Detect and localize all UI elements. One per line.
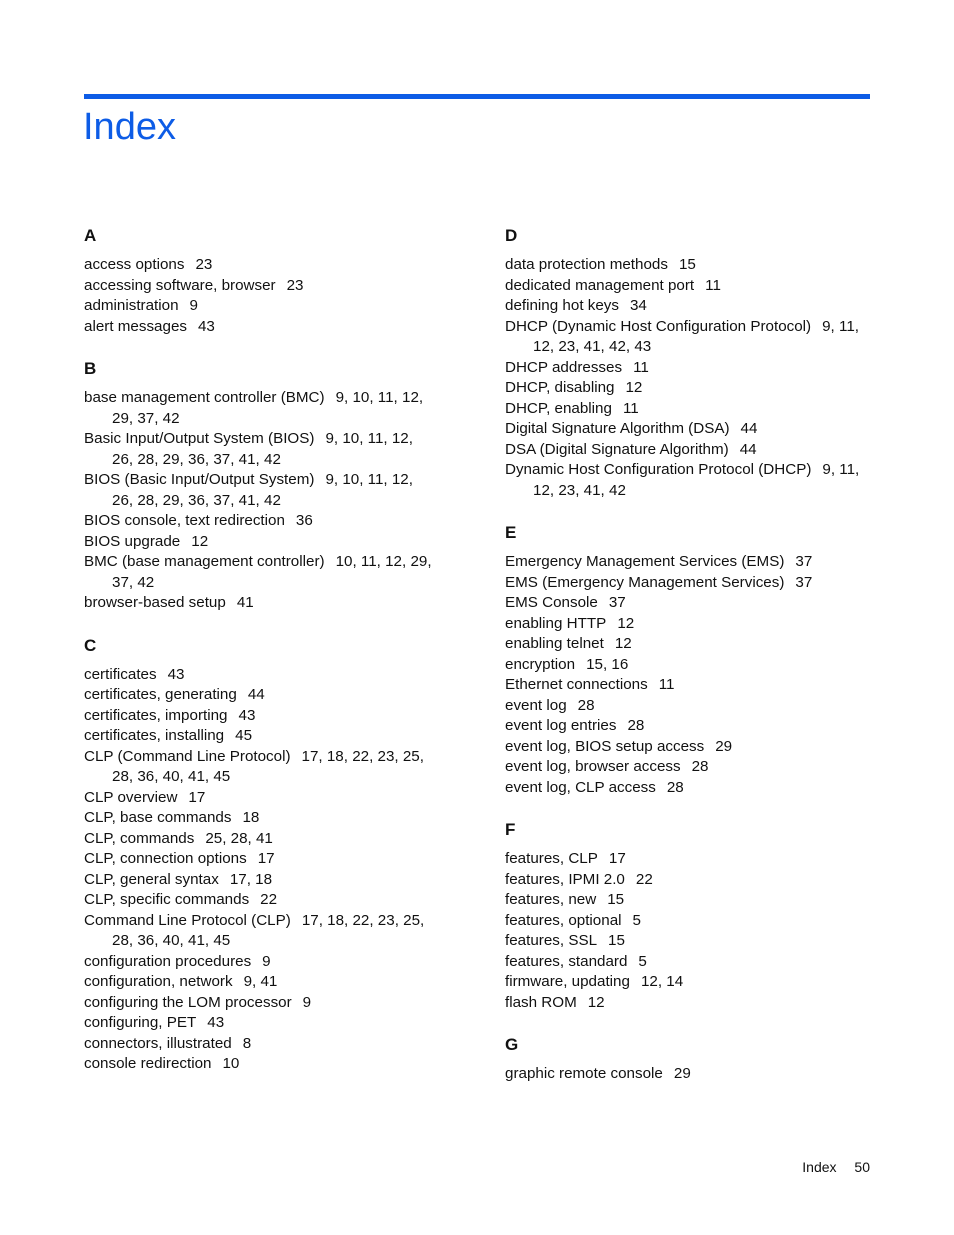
index-term: enabling HTTP (505, 614, 607, 632)
index-entry (505, 552, 885, 573)
index-entry (84, 665, 464, 686)
index-pages: 9 (189, 297, 198, 314)
index-pages: 9 (262, 952, 271, 970)
index-pages-continued: 28, 36, 40, 41, 45 (112, 768, 231, 785)
index-pages: 8 (242, 1034, 252, 1052)
index-pages: 15 (607, 891, 625, 908)
section-letter: B (84, 359, 97, 378)
index-pages: 9, 10, 11, 12, (325, 430, 413, 447)
index-pages: 28 (627, 717, 645, 734)
index-term: accessing software, browser (84, 276, 276, 294)
index-pages-continued: 12, 23, 41, 42, 43 (533, 338, 652, 355)
index-entry (505, 419, 885, 440)
index-entry (505, 460, 885, 501)
index-term: configuration procedures (84, 952, 252, 970)
index-entry (84, 1034, 464, 1055)
index-term: administration (84, 297, 179, 314)
index-entry (84, 993, 464, 1014)
index-entry (505, 675, 885, 696)
index-pages: 9, 11, (822, 461, 860, 478)
index-term: firmware, updating (505, 973, 630, 990)
index-entry (505, 716, 885, 737)
section-letter: A (84, 226, 97, 245)
index-pages: 18 (242, 809, 260, 826)
index-term: Digital Signature Algorithm (DSA) (505, 420, 730, 437)
index-section (505, 519, 885, 798)
index-pages: 41 (236, 594, 254, 611)
index-pages: 34 (629, 297, 647, 314)
index-pages: 44 (739, 440, 757, 458)
index-pages: 44 (740, 420, 758, 437)
index-pages: 37 (608, 594, 626, 611)
index-term: dedicated management port (505, 276, 695, 294)
index-pages: 17, 18 (229, 870, 273, 888)
index-term: data protection methods (505, 256, 668, 273)
index-entry (84, 747, 464, 788)
index-term: EMS (Emergency Management Services) (505, 573, 785, 591)
index-term: DSA (Digital Signature Algorithm) (505, 440, 729, 458)
index-entry (84, 593, 464, 614)
index-entry (505, 696, 885, 717)
index-term: Dynamic Host Configuration Protocol (DHCP) (505, 461, 812, 478)
index-pages: 29 (673, 1065, 691, 1082)
index-entry (505, 317, 885, 358)
index-term: event log entries (505, 717, 617, 734)
index-entry (505, 296, 885, 317)
index-term: flash ROM (505, 993, 577, 1011)
section-letter: F (505, 820, 516, 839)
footer-label: Index (802, 1159, 837, 1175)
index-pages: 28 (577, 696, 595, 714)
index-pages: 17 (188, 788, 206, 806)
index-term: graphic remote console (505, 1065, 663, 1082)
index-term: features, IPMI 2.0 (505, 870, 625, 888)
section-letter: G (505, 1035, 519, 1054)
index-entry (84, 788, 464, 809)
index-term: Ethernet connections (505, 676, 648, 693)
index-term: configuring the LOM processor (84, 993, 292, 1011)
index-entry (505, 952, 885, 973)
index-pages-continued: 26, 28, 29, 36, 37, 41, 42 (112, 491, 281, 509)
index-pages: 17 (257, 850, 275, 867)
index-entry (84, 429, 464, 470)
index-entry (505, 378, 885, 399)
index-entry (505, 358, 885, 379)
index-pages: 17, 18, 22, 23, 25, (301, 911, 425, 929)
index-term: features, standard (505, 952, 628, 970)
index-section (505, 816, 885, 1013)
index-entry (505, 737, 885, 758)
index-pages: 43 (207, 1014, 225, 1031)
index-entry (505, 849, 885, 870)
index-pages: 9, 10, 11, 12, (335, 389, 424, 406)
index-term: features, optional (505, 911, 622, 929)
index-entry (84, 296, 464, 317)
index-term: base management controller (BMC) (84, 389, 325, 406)
index-pages: 15 (608, 932, 625, 949)
index-entry (505, 1064, 885, 1085)
index-section (84, 355, 464, 614)
index-term: enabling telnet (505, 635, 604, 652)
index-term: DHCP (Dynamic Host Configuration Protocol) (505, 317, 812, 335)
index-term: CLP, connection options (84, 850, 247, 867)
index-entry (84, 849, 464, 870)
index-term: CLP, general syntax (84, 870, 219, 888)
index-term: CLP (Command Line Protocol) (84, 747, 291, 765)
index-pages-continued: 37, 42 (112, 573, 155, 591)
section-letter: C (84, 635, 97, 655)
index-entry (505, 655, 885, 676)
page-footer (802, 1157, 870, 1177)
index-entry (505, 993, 885, 1014)
index-term: Basic Input/Output System (BIOS) (84, 430, 315, 447)
index-pages: 36 (295, 512, 313, 529)
index-entry (84, 1054, 464, 1075)
index-term: BIOS (Basic Input/Output System) (84, 471, 315, 488)
index-pages: 23 (195, 256, 213, 273)
index-entry (84, 685, 464, 706)
index-term: BMC (base management controller) (84, 553, 325, 570)
index-pages: 37 (795, 573, 813, 591)
index-term: event log (505, 696, 567, 714)
index-column-right (505, 222, 885, 1085)
index-term: certificates, installing (84, 727, 225, 744)
index-pages: 10 (222, 1055, 240, 1072)
index-entry (505, 757, 885, 778)
index-term: Command Line Protocol (CLP) (84, 911, 291, 929)
index-term: event log, CLP access (505, 778, 656, 796)
index-pages: 12 (617, 614, 635, 632)
index-pages: 44 (247, 686, 265, 703)
index-entry (84, 890, 464, 911)
index-pages: 29 (715, 737, 733, 755)
index-entry (84, 829, 464, 850)
page-title: Index (83, 106, 176, 148)
index-term: browser-based setup (84, 594, 226, 611)
index-entry (505, 931, 885, 952)
index-pages: 11 (705, 276, 721, 294)
index-pages: 22 (260, 891, 278, 908)
index-entry (84, 470, 464, 511)
index-pages: 9, 11, (822, 317, 859, 335)
index-pages: 45 (235, 727, 253, 744)
index-pages: 12 (625, 379, 643, 396)
index-pages: 12 (614, 635, 632, 652)
index-term: certificates (84, 665, 157, 683)
index-pages: 5 (638, 952, 647, 970)
index-pages-continued: 26, 28, 29, 36, 37, 41, 42 (112, 450, 281, 468)
index-pages: 11 (633, 358, 649, 376)
index-term: BIOS console, text redirection (84, 512, 285, 529)
index-term: Emergency Management Services (EMS) (505, 553, 785, 570)
index-term: configuring, PET (84, 1014, 197, 1031)
index-entry (84, 726, 464, 747)
index-pages: 9, 41 (243, 973, 278, 990)
index-pages: 5 (632, 911, 641, 929)
index-pages: 17 (608, 850, 626, 867)
index-term: event log, browser access (505, 758, 681, 775)
index-term: connectors, illustrated (84, 1034, 232, 1052)
index-term: certificates, importing (84, 706, 228, 724)
index-term: certificates, generating (84, 686, 237, 703)
index-section (505, 1031, 885, 1085)
index-pages: 15 (678, 256, 696, 273)
index-pages-continued: 12, 23, 41, 42 (533, 481, 626, 499)
index-entry (84, 952, 464, 973)
index-pages: 10, 11, 12, 29, (335, 553, 432, 570)
index-entry (84, 1013, 464, 1034)
index-pages: 43 (197, 317, 215, 335)
index-term: console redirection (84, 1055, 212, 1072)
index-term: CLP overview (84, 788, 178, 806)
index-section (505, 222, 885, 501)
index-section (84, 222, 464, 337)
index-entry (505, 972, 885, 993)
index-term: event log, BIOS setup access (505, 737, 705, 755)
index-term: features, CLP (505, 850, 598, 867)
index-term: CLP, commands (84, 829, 195, 847)
index-entry (505, 634, 885, 655)
index-entry (84, 317, 464, 338)
index-pages: 37 (795, 553, 813, 570)
index-entry (505, 890, 885, 911)
index-entry (505, 399, 885, 420)
index-entry (505, 573, 885, 594)
index-entry (505, 911, 885, 932)
index-entry (84, 870, 464, 891)
index-term: alert messages (84, 317, 187, 335)
index-entry (84, 532, 464, 553)
index-entry (84, 276, 464, 297)
index-pages: 9, 10, 11, 12, (325, 471, 413, 488)
index-term: BIOS upgrade (84, 532, 181, 550)
index-pages: 17, 18, 22, 23, 25, (301, 747, 424, 765)
index-pages: 9 (302, 993, 312, 1011)
index-term: EMS Console (505, 594, 598, 611)
index-pages: 22 (635, 870, 653, 888)
index-entry (84, 911, 464, 952)
index-term: configuration, network (84, 973, 233, 990)
index-term: access options (84, 256, 185, 273)
index-entry (84, 552, 464, 593)
index-entry (505, 593, 885, 614)
index-pages: 28 (691, 758, 709, 775)
index-pages: 43 (167, 665, 185, 683)
index-entry (505, 778, 885, 799)
index-pages: 25, 28, 41 (205, 829, 273, 847)
index-term: features, new (505, 891, 597, 908)
index-entry (505, 614, 885, 635)
index-term: CLP, base commands (84, 809, 232, 826)
section-letter: D (505, 226, 518, 245)
index-entry (505, 276, 885, 297)
index-column-left (84, 222, 464, 1075)
index-pages: 15, 16 (586, 655, 629, 673)
index-entry (84, 808, 464, 829)
section-letter: E (505, 523, 517, 542)
index-entry (84, 388, 464, 429)
index-pages: 28 (666, 778, 684, 796)
index-pages: 11 (622, 399, 639, 417)
index-term: encryption (505, 655, 576, 673)
index-entry (84, 255, 464, 276)
index-entry (84, 706, 464, 727)
title-rule (84, 94, 870, 99)
index-pages: 23 (286, 276, 304, 294)
index-pages-continued: 29, 37, 42 (112, 409, 180, 427)
index-entry (505, 255, 885, 276)
index-pages: 12 (191, 532, 209, 550)
index-entry (505, 870, 885, 891)
index-pages: 11 (658, 676, 675, 693)
index-pages-continued: 28, 36, 40, 41, 45 (112, 932, 231, 949)
index-entry (84, 511, 464, 532)
index-pages: 43 (238, 706, 256, 724)
index-term: features, SSL (505, 932, 598, 949)
index-term: DHCP, enabling (505, 399, 612, 417)
index-term: defining hot keys (505, 297, 619, 314)
index-pages: 12, 14 (640, 973, 684, 990)
index-entry (505, 440, 885, 461)
index-term: CLP, specific commands (84, 891, 250, 908)
index-entry (84, 972, 464, 993)
page-number: 50 (854, 1159, 870, 1175)
index-section (84, 632, 464, 1075)
index-term: DHCP addresses (505, 358, 623, 376)
index-term: DHCP, disabling (505, 379, 615, 396)
index-pages: 12 (587, 993, 605, 1011)
